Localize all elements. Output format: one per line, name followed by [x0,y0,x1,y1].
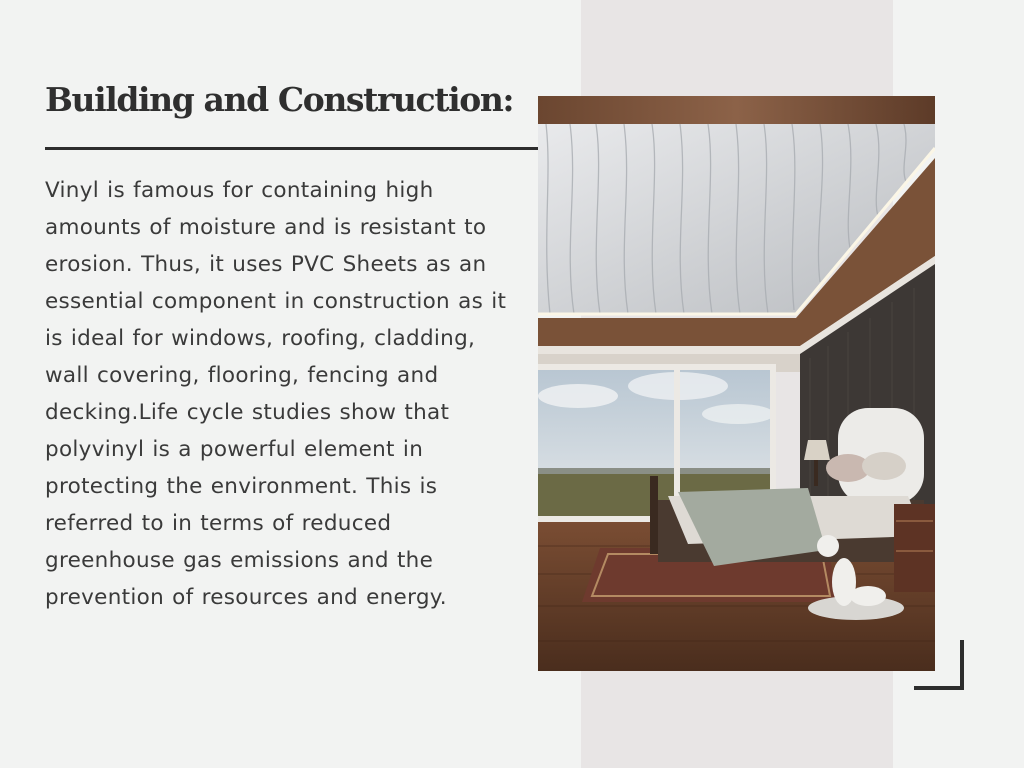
body-paragraph: Vinyl is famous for containing high amounts of moisture and is resistant to erosion. Thus, it uses PVC Sheets as an essential component in construction as it is ideal for windows, roofing, cladding, wall covering, flooring, fencing and decking.Life cycle studies show that polyvinyl is a powerful element in protecting the environment. This is referred to in terms of reduced greenhouse gas emissions and the prevention of resources and energy. [45,178,507,610]
nightstand [894,504,935,592]
title-underline [45,147,540,150]
slide-title: Building and Construction: [45,80,514,119]
corner-bracket [914,640,964,690]
bedroom-photo [538,96,935,671]
ceiling-wood-trim [538,96,935,124]
